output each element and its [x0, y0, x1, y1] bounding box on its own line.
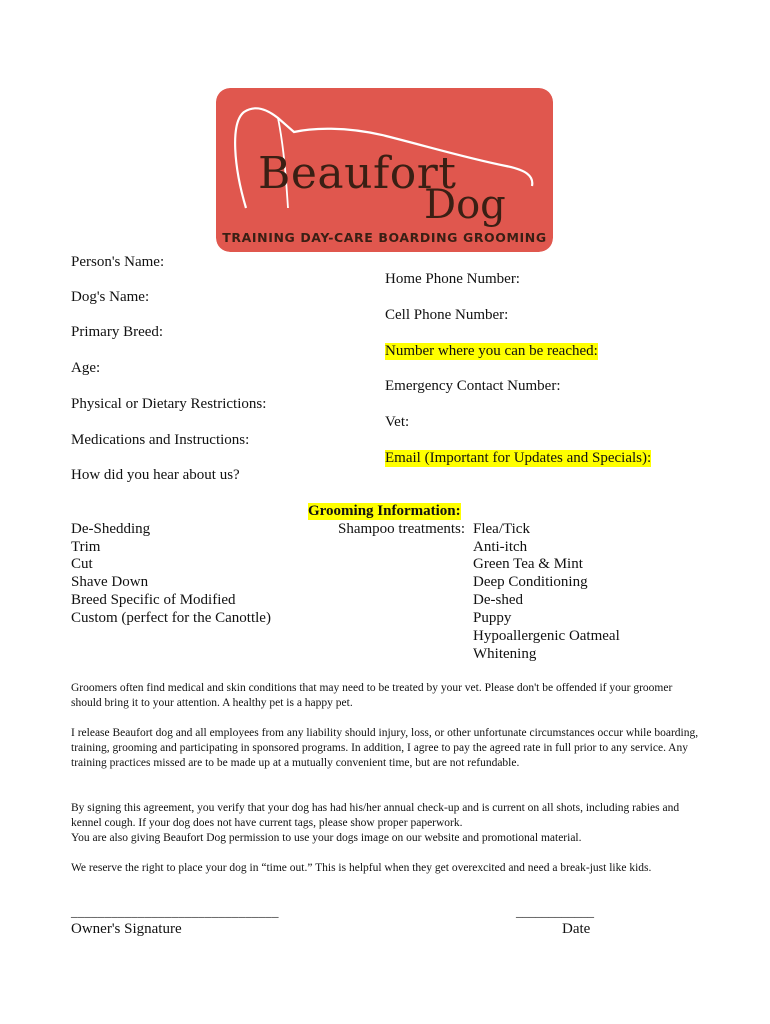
date-label: Date	[562, 921, 591, 937]
logo-tagline: TRAINING DAY-CARE BOARDING GROOMING	[222, 230, 547, 245]
paragraph-image-permission: You are also giving Beaufort Dog permission to use your dogs image on our website and promotional material.	[71, 832, 582, 844]
field-person-name: Person's Name:	[71, 254, 165, 270]
shampoo-item: Anti-itch	[473, 539, 528, 555]
paragraph-liability-release: I release Beaufort dog and all employees from any liability should injury, loss, or other unfortunate circumstances occur while boarding, training, grooming and participating in sponsored programs. In addition, I agree to pay the agreed rate in full prior to any service. Any training practices missed are to be made up at a mutually convenient time, but are not refundable.	[71, 727, 699, 769]
service-item: Shave Down	[71, 574, 149, 590]
owner-signature-line: _______________________________	[71, 904, 279, 919]
field-vet: Vet:	[385, 414, 410, 430]
paragraph-vaccination-agreement: By signing this agreement, you verify that your dog has had his/her annual check-up and is current on all shots, including rabies and kennel cough. If your dog does not have current tags, please show proper paperwork.	[71, 802, 680, 829]
field-reach-number: Number where you can be reached:	[385, 343, 598, 359]
shampoo-item: Green Tea & Mint	[473, 556, 583, 572]
shampoo-item: Puppy	[473, 610, 512, 626]
shampoo-item: De-shed	[473, 592, 523, 608]
beaufort-dog-logo	[216, 88, 553, 252]
shampoo-item: Whitening	[473, 646, 537, 662]
service-item: Cut	[71, 556, 93, 572]
field-emergency-contact: Emergency Contact Number:	[385, 378, 561, 394]
shampoo-item: Hypoallergenic Oatmeal	[473, 628, 620, 644]
paragraph-medical-notice: Groomers often find medical and skin conditions that may need to be treated by your vet. Please don't be offended if your groomer should bring it to your attention. A healthy pet is a happy pet.	[71, 682, 673, 709]
shampoo-item: Flea/Tick	[473, 521, 530, 537]
service-item: Custom (perfect for the Canottle)	[71, 610, 271, 626]
field-primary-breed: Primary Breed:	[71, 324, 164, 340]
shampoo-label: Shampoo treatments:	[338, 521, 466, 537]
field-dog-name: Dog's Name:	[71, 289, 150, 305]
logo-brand-line2: Dog	[424, 182, 506, 228]
shampoo-item: Deep Conditioning	[473, 574, 588, 590]
logo-brand-line1: Beaufort	[258, 148, 457, 199]
field-restrictions: Physical or Dietary Restrictions:	[71, 396, 267, 412]
service-item: Breed Specific of Modified	[71, 592, 236, 608]
service-item: Trim	[71, 539, 101, 555]
field-home-phone: Home Phone Number:	[385, 271, 520, 287]
field-age: Age:	[71, 360, 101, 376]
field-email: Email (Important for Updates and Specials):	[385, 450, 652, 466]
grooming-heading: Grooming Information:	[308, 503, 461, 519]
paragraph-time-out: We reserve the right to place your dog in “time out.” This is helpful when they get overexcited and need a break-just like kids.	[71, 862, 652, 874]
field-referral: How did you hear about us?	[71, 467, 240, 483]
field-medications: Medications and Instructions:	[71, 432, 250, 448]
field-cell-phone: Cell Phone Number:	[385, 307, 509, 323]
owner-signature-label: Owner's Signature	[71, 921, 182, 937]
date-line: ____________	[516, 904, 594, 919]
service-item: De-Shedding	[71, 521, 151, 537]
